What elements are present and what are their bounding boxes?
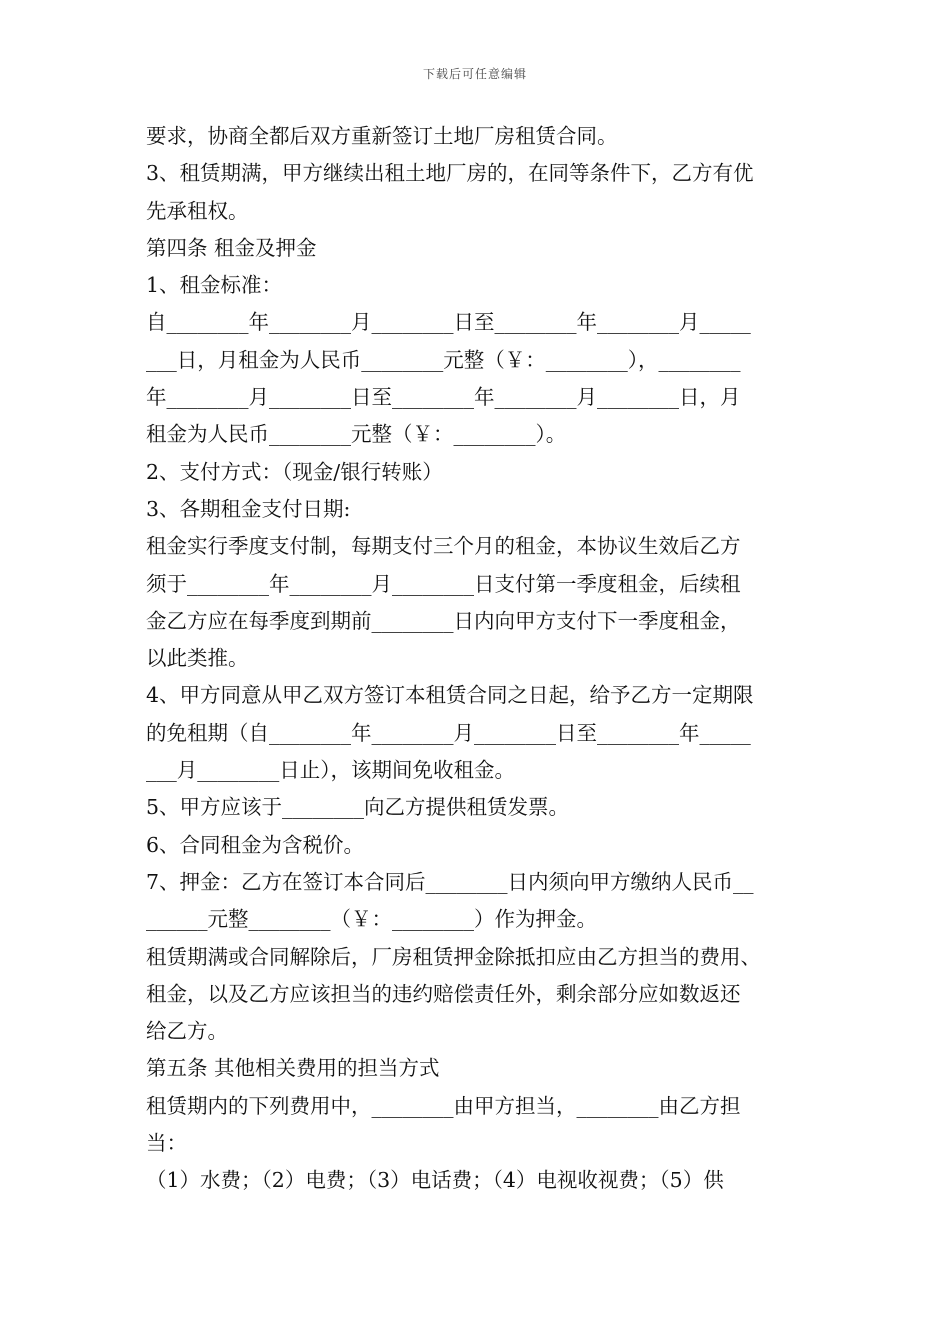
text-line: 金乙方应在每季度到期前________日内向甲方支付下一季度租金， <box>146 608 741 633</box>
text-line: 1、租金标准： <box>146 273 283 298</box>
text-line: （1）水费；（2）电费；（3）电话费；（4）电视收视费；（5）供 <box>146 1168 724 1193</box>
text-line: 3、各期租金支付日期: <box>146 496 351 521</box>
text-line: 先承租权。 <box>146 198 249 223</box>
text-line: 7、押金：乙方在签订本合同后________日内须向甲方缴纳人民币__ <box>146 869 754 894</box>
text-line: 租赁期满或合同解除后，厂房租赁押金除抵扣应由乙方担当的费用、 <box>146 944 761 969</box>
text-line: ___日，月租金为人民币________元整（￥：________），________ <box>146 347 741 372</box>
text-line: 给乙方。 <box>146 1019 228 1044</box>
section-heading: 第五条 其他相关费用的担当方式 <box>146 1056 440 1081</box>
text-line: 的免租期（自________年________月________日至________年_____ <box>146 720 751 745</box>
text-line: 租金为人民币________元整（￥：________）。 <box>146 422 567 447</box>
text-line: 租金，以及乙方应该担当的违约赔偿责任外，剩余部分应如数返还 <box>146 981 741 1006</box>
text-line: 年________月________日至________年________月________日，月 <box>146 385 741 410</box>
text-line: 要求，协商全都后双方重新签订土地厂房租赁合同。 <box>146 124 618 148</box>
text-line: 4、甲方同意从甲乙双方签订本租赁合同之日起，给予乙方一定期限 <box>146 683 754 708</box>
text-line: 2、支付方式：（现金/银行转账） <box>146 459 443 484</box>
text-line: ___月________日止），该期间免收租金。 <box>146 758 515 783</box>
text-line: 5、甲方应该于________向乙方提供租赁发票。 <box>146 795 570 820</box>
text-line: 3、租赁期满，甲方继续出租土地厂房的，在同等条件下，乙方有优 <box>146 161 754 186</box>
page-header: 下载后可任意编辑 <box>422 67 527 81</box>
text-line: 租金实行季度支付制，每期支付三个月的租金，本协议生效后乙方 <box>146 534 741 559</box>
contract-body <box>146 118 806 1200</box>
text-line: 6、合同租金为含税价。 <box>146 832 365 857</box>
text-line: 自________年________月________日至________年________月_____ <box>146 310 751 335</box>
text-line: ______元整________（￥：________）作为押金。 <box>146 907 597 932</box>
section-heading: 第四条 租金及押金 <box>146 235 317 260</box>
text-line: 须于________年________月________日支付第一季度租金，后续租 <box>146 571 741 596</box>
text-line: 租赁期内的下列费用中，________由甲方担当，________由乙方担 <box>146 1093 741 1118</box>
text-line: 以此类推。 <box>146 646 249 671</box>
text-line: 当： <box>146 1131 187 1156</box>
